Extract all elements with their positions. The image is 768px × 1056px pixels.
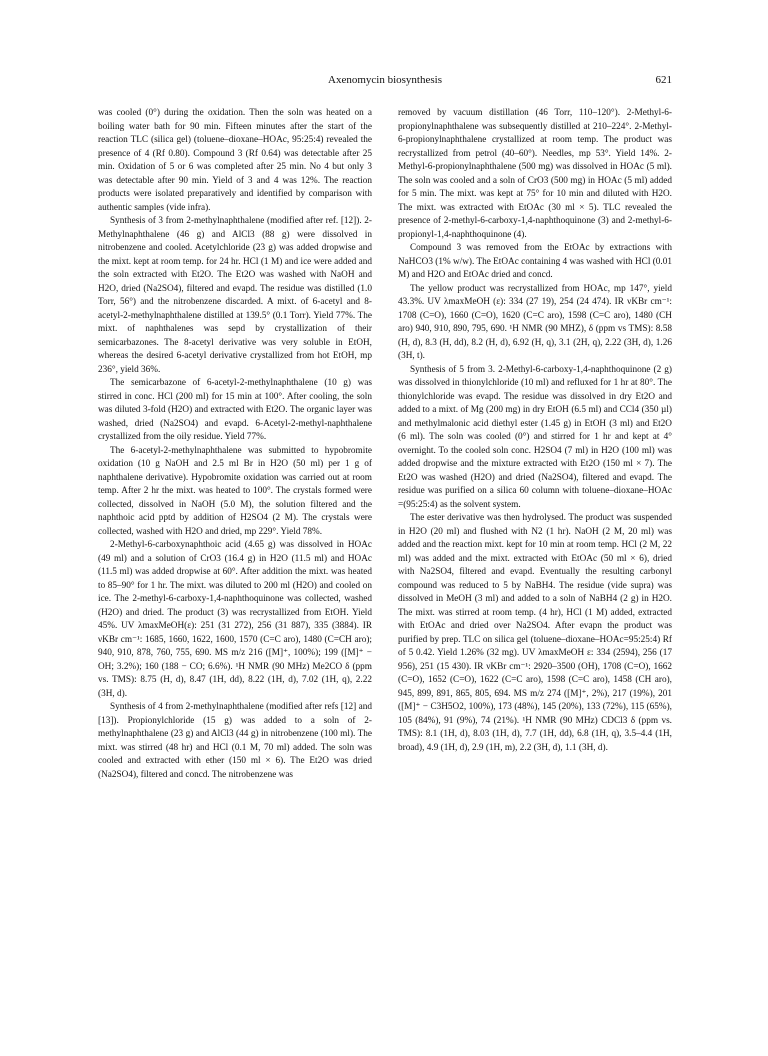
right-text-column — [398, 107, 672, 755]
paragraph: The ester derivative was then hydrolysed. The product was suspended in H2O (20 ml) and flushed with N2 (1 hr). NaOH (2 M, 20 ml) was added and the reaction mixt. kept for 10 min at room temp. HCl (2 M, 22 ml) was added and the mixt. extracted with EtOAc (50 ml × 6), dried with Na2SO4, filtered and evapd. Eventually the resulting carbonyl compound was reduced to 5 by NaBH4. The residue (vide supra) was dissolved in MeOH (3 ml) and added to a soln of NaBH4 (2 g) in H2O. The mixt. was stirred at room temp. (4 hr), HCl (1 M) added, extracted with EtOAc and dried over Na2SO4. After evapn the product was purified by prep. TLC on silica gel (toluene–dioxane–HOAc=95:25:4) Rf of 5 0.42. Yield 1.26% (32 mg). UV λmaxMeOH ε: 334 (2594), 256 (17 956), 251 (15 430). IR νKBr cm⁻¹: 2920–3500 (OH), 1708 (C=O), 1662 (C=O), 1652 (C=O), 1622 (C=C aro), 1598 (C=C aro), 1458 (CH aro), 945, 899, 891, 865, 805, 694. MS m/z 274 ([M]⁺, 2%), 217 (19%), 201 ([M]⁺ − C3H5O2, 100%), 173 (48%), 145 (20%), 133 (72%), 115 (65%), 105 (84%), 91 (9%), 74 (21%). ¹H NMR (90 MHz) CDCl3 δ (ppm vs. TMS): 8.1 (1H, d), 8.03 (1H, d), 7.7 (1H, dd), 6.8 (1H, q), 3.5–4.4 (1H, broad), 4.9 (1H, d), 2.9 (1H, m), 2.2 (3H, d), 1.1 (3H, d). — [398, 513, 672, 753]
paragraph: The 6-acetyl-2-methylnaphthalene was submitted to hypobromite oxidation (10 g NaOH and 2.5 ml Br in H2O (50 ml) per 1 g of naphthalene derivative). Hypobromite oxidation was carried out at room temp. After 2 hr the mixt. was heated to 100°. The crystals formed were collected, dissolved in NaOH (5.0 M), the solution filtered and the naphthoic acid pptd by addition of H2SO4 (2 M). The crystals were collected, washed with H2O and dried, mp 229°. Yield 78%. — [98, 445, 372, 537]
running-title: Axenomycin biosynthesis — [328, 74, 442, 86]
paragraph: The yellow product was recrystallized from HOAc, mp 147°, yield 43.3%. UV λmaxMeOH (ε): 334 (27 19), 254 (24 474). IR νKBr cm⁻¹: 1708 (C=O), 1660 (C=O), 1620 (C=C aro), 1598 (C=C aro), 1480 (CH aro) 940, 910, 890, 795, 690. ¹H NMR (90 MHZ), δ (ppm vs TMS): 8.58 (H, d), 8.3 (H, dd), 8.2 (H, d), 6.92 (H, q), 3.1 (2H, q), 2.22 (3H, d), 1.26 (3H, t). — [398, 283, 672, 361]
paragraph: removed by vacuum distillation (46 Torr, 110–120°). 2-Methyl-6-propionylnaphthalene was subsequently distilled at 210–224°. 2-Methyl-6-propionylnaphthalene crystallized at room temp. The product was recrystallized from petrol (40–60°). Needles, mp 53°. Yield 14%. 2-Methyl-6-propionylnaphthalene (500 mg) was dissolved in HOAc (5 ml). The soln was cooled and a soln of CrO3 (500 mg) in HOAc (5 ml) added for 5 min. The mixt. was kept at 75° for 10 min and diluted with H2O. The mixt. was extracted with EtOAc (30 ml × 5). TLC revealed the presence of 2-methyl-6-carboxy-1,4-naphthoquinone (3) and 2-methyl-6-propionyl-1,4-naphthoquinone (4). — [398, 108, 672, 240]
page-number: 621 — [655, 74, 672, 86]
paragraph: 2-Methyl-6-carboxynaphthoic acid (4.65 g) was dissolved in HOAc (49 ml) and a solution of CrO3 (16.4 g) in H2O (11.5 ml) and HOAc (11.5 ml) was added dropwise at 60°. After addition the mixt. was heated to 85–90° for 1 hr. The mixt. was diluted to 200 ml (H2O) and cooled on ice. The 2-methyl-6-carboxy-1,4-naphthoquinone was collected, washed (H2O) and dried. The product (3) was recrystallized from EtOH. Yield 45%. UV λmaxMeOH(ε): 251 (31 272), 256 (31 887), 335 (3884). IR νKBr cm⁻¹: 1685, 1660, 1622, 1600, 1570 (C=C aro), 1480 (C=CH aro); 940, 910, 878, 760, 755, 690. MS m/z 216 ([M]⁺, 100%); 199 ([M]⁺ − OH; 3.2%); 160 (188 − CO; 6.6%). ¹H NMR (90 MHz) Me2CO δ (ppm vs. TMS): 8.75 (H, d), 8.47 (1H, dd), 8.22 (1H, d), 7.02 (1H, q), 2.22 (3H, d). — [98, 540, 372, 699]
paragraph: Synthesis of 3 from 2-methylnaphthalene (modified after ref. [12]). 2-Methylnaphthalene (46 g) and AlCl3 (88 g) were dissolved in nitrobenzene and cooled. Acetylchloride (23 g) was added dropwise and the mixt. kept at room temp. for 24 hr. HCl (1 M) and ice were added and the soln extracted with Et2O. The Et2O was washed with NaOH and H2O, dried (Na2SO4), filtered and evapd. The residue was distilled (1.0 Torr, 56°) and the nitrobenzene discarded. A mixt. of 6-acetyl and 8-acetyl-2-methylnaphthalene distilled at 139.5° (0.1 Torr). Yield 77%. The mixt. of naphthalenes was sepd by crystallization of their semicarbazones. The 8-acetyl derivative was very soluble in EtOH, whereas the desired 6-acetyl derivative crystallized from hot EtOH, mp 236°, yield 36%. — [98, 216, 372, 375]
left-text-column — [98, 107, 372, 782]
running-header — [98, 74, 672, 90]
paragraph: Synthesis of 4 from 2-methylnaphthalene (modified after refs [12] and [13]). Propionylchloride (15 g) was added to a soln of 2-methylnaphthalene (23 g) and AlCl3 (44 g) in nitrobenzene (100 ml). The mixt. was stirred (48 hr) and HCl (0.1 M, 70 ml) added. The soln was cooled and extracted with ether (150 ml × 6). The Et2O was dried (Na2SO4), filtered and concd. The nitrobenzene was — [98, 702, 372, 780]
paragraph: Synthesis of 5 from 3. 2-Methyl-6-carboxy-1,4-naphthoquinone (2 g) was dissolved in thionylchloride (10 ml) and refluxed for 1 hr at 80°. The thionylchloride was evapd. The residue was dissolved in dry Et2O and added to a mixt. of Mg (200 mg) in dry EtOH (6.5 ml) and CCl4 (350 µl) and methylmalonic acid diethyl ester (1.45 g) in EtOH (3 ml) and Et2O (6 ml). The soln was cooled (0°) and stirred for 1 hr and kept at 4° overnight. To the cooled soln conc. H2SO4 (7 ml) in H2O (100 ml) was added dropwise and the mixture extracted with Et2O (150 ml × 7). The Et2O was washed (H2O) and dried (Na2SO4), filtered and evapd. The residue was purified on a silica 60 column with toluene–dioxane–HOAc =(95:25:4) as the solvent system. — [398, 364, 672, 510]
paragraph: The semicarbazone of 6-acetyl-2-methylnaphthalene (10 g) was stirred in conc. HCl (200 ml) for 15 min at 100°. After cooling, the soln was diluted 3-fold (H2O) and extracted with Et2O. The organic layer was washed, dried (Na2SO4) and evapd. 6-Acetyl-2-methyl-naphthalene crystallized from the oily residue. Yield 77%. — [98, 378, 372, 442]
paragraph: Compound 3 was removed from the EtOAc by extractions with NaHCO3 (1% w/w). The EtOAc containing 4 was washed with HCl (0.01 M) and H2O and EtOAc dried and concd. — [398, 243, 672, 280]
paragraph: was cooled (0°) during the oxidation. Then the soln was heated on a boiling water bath for 90 min. Fifteen minutes after the start of the reaction TLC (silica gel) (toluene–dioxane–HOAc, 95:25:4) revealed the presence of 4 (Rf 0.80). Compound 3 (Rf 0.64) was detectable after 25 min. Oxidation of 5 or 6 was completed after 25 min. No 4 but only 3 was detectable after 90 min. Yield of 3 and 4 was 12%. The reaction products were isolated preparatively and identified by comparison with authentic samples (vide infra). — [98, 108, 372, 213]
